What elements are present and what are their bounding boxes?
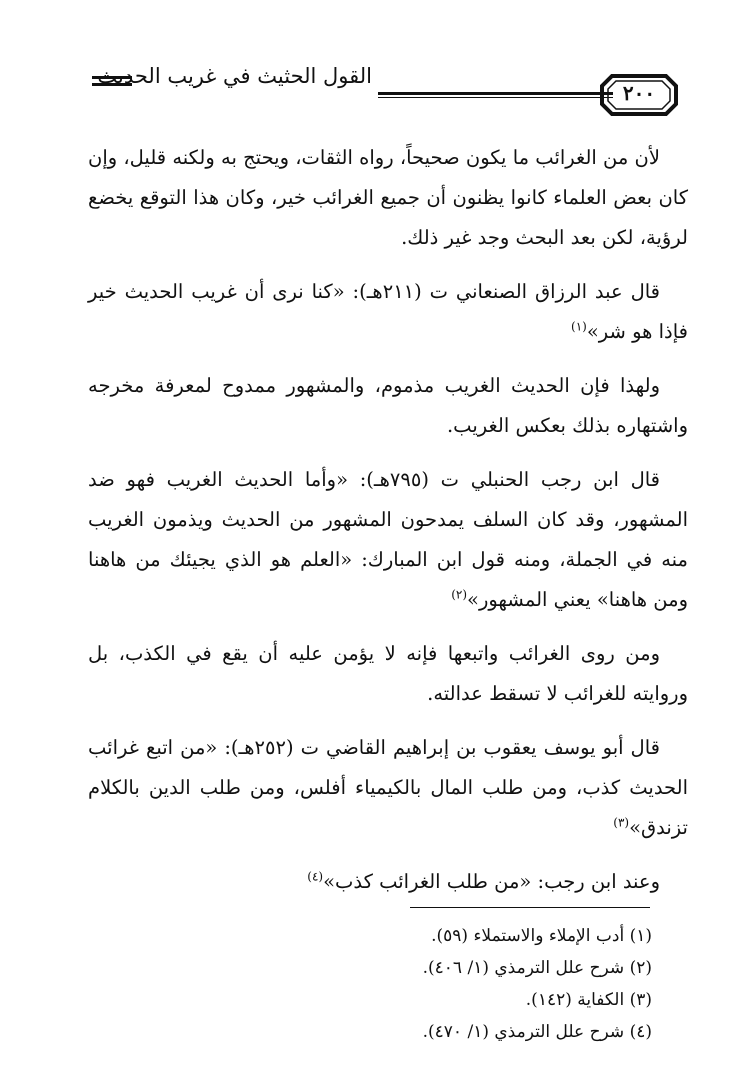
paragraph-text: قال عبد الرزاق الصنعاني ت (٢١١هـ): «كنا نرى أن غريب الحديث خير فإذا هو شر» — [88, 280, 688, 343]
paragraph-text: لأن من الغرائب ما يكون صحيحاً، رواه الثقات، ويحتج به ولكنه قليل، وإن كان بعض العلماء كانوا يظنون أن جميع الغرائب خير، وكان هذا التوقع يخضع لرؤية، لكن بعد البحث وجد غير ذلك. — [88, 146, 688, 249]
paragraph-text: قال أبو يوسف يعقوب بن إبراهيم القاضي ت (٢٥٢هـ): «من اتبع غرائب الحديث كذب، ومن طلب المال بالكيمياء أفلس، ومن طلب الدين بالكلام تزندق» — [88, 736, 688, 839]
paragraph-text: قال ابن رجب الحنبلي ت (٧٩٥هـ): «وأما الحديث الغريب فهو ضد المشهور، وقد كان السلف يمدحون المشهور من الحديث ويذمون الغريب منه في الجملة، ومنه قول ابن المبارك: «العلم هو الذي يجيئك من هاهنا ومن هاهنا» يعني المشهور» — [88, 468, 688, 611]
paragraph — [88, 366, 688, 446]
running-title: القول الحثيث في غريب الحديث — [97, 64, 372, 88]
footnote-ref: (٣) — [613, 815, 630, 830]
page-number: ٢٠٠ — [622, 81, 656, 105]
footnote-ref: (٢) — [451, 587, 468, 602]
paragraph-text: ولهذا فإن الحديث الغريب مذموم، والمشهور ممدوح لمعرفة مخرجه واشتهاره بذلك بعكس الغريب. — [88, 374, 688, 437]
paragraph — [88, 728, 688, 848]
paragraph-text: ومن روى الغرائب واتبعها فإنه لا يؤمن عليه أن يقع في الكذب، بل وروايته للغرائب لا تسقط عدالته. — [88, 642, 688, 705]
page-number-badge — [598, 70, 680, 120]
paragraph — [88, 460, 688, 620]
header-rule — [378, 97, 613, 98]
paragraph — [88, 634, 688, 714]
paragraph — [88, 138, 688, 258]
paragraph — [88, 272, 688, 352]
paragraph-text: وعند ابن رجب: «من طلب الغرائب كذب» — [323, 870, 660, 893]
footnote-ref: (٤) — [307, 869, 324, 884]
footnote: (٢) شرح علل الترمذي (١/ ٤٠٦). — [422, 958, 652, 978]
paragraph — [88, 862, 688, 902]
header-rule — [378, 92, 613, 95]
main-text — [88, 138, 688, 916]
footnote-separator — [410, 907, 650, 908]
footnote: (٣) الكفاية (١٤٢). — [525, 990, 652, 1010]
page-header — [0, 0, 743, 120]
footnotes — [300, 920, 652, 1048]
footnote: (٤) شرح علل الترمذي (١/ ٤٧٠). — [422, 1022, 652, 1042]
footnote: (١) أدب الإملاء والاستملاء (٥٩). — [431, 926, 652, 946]
footnote-ref: (١) — [571, 319, 587, 334]
